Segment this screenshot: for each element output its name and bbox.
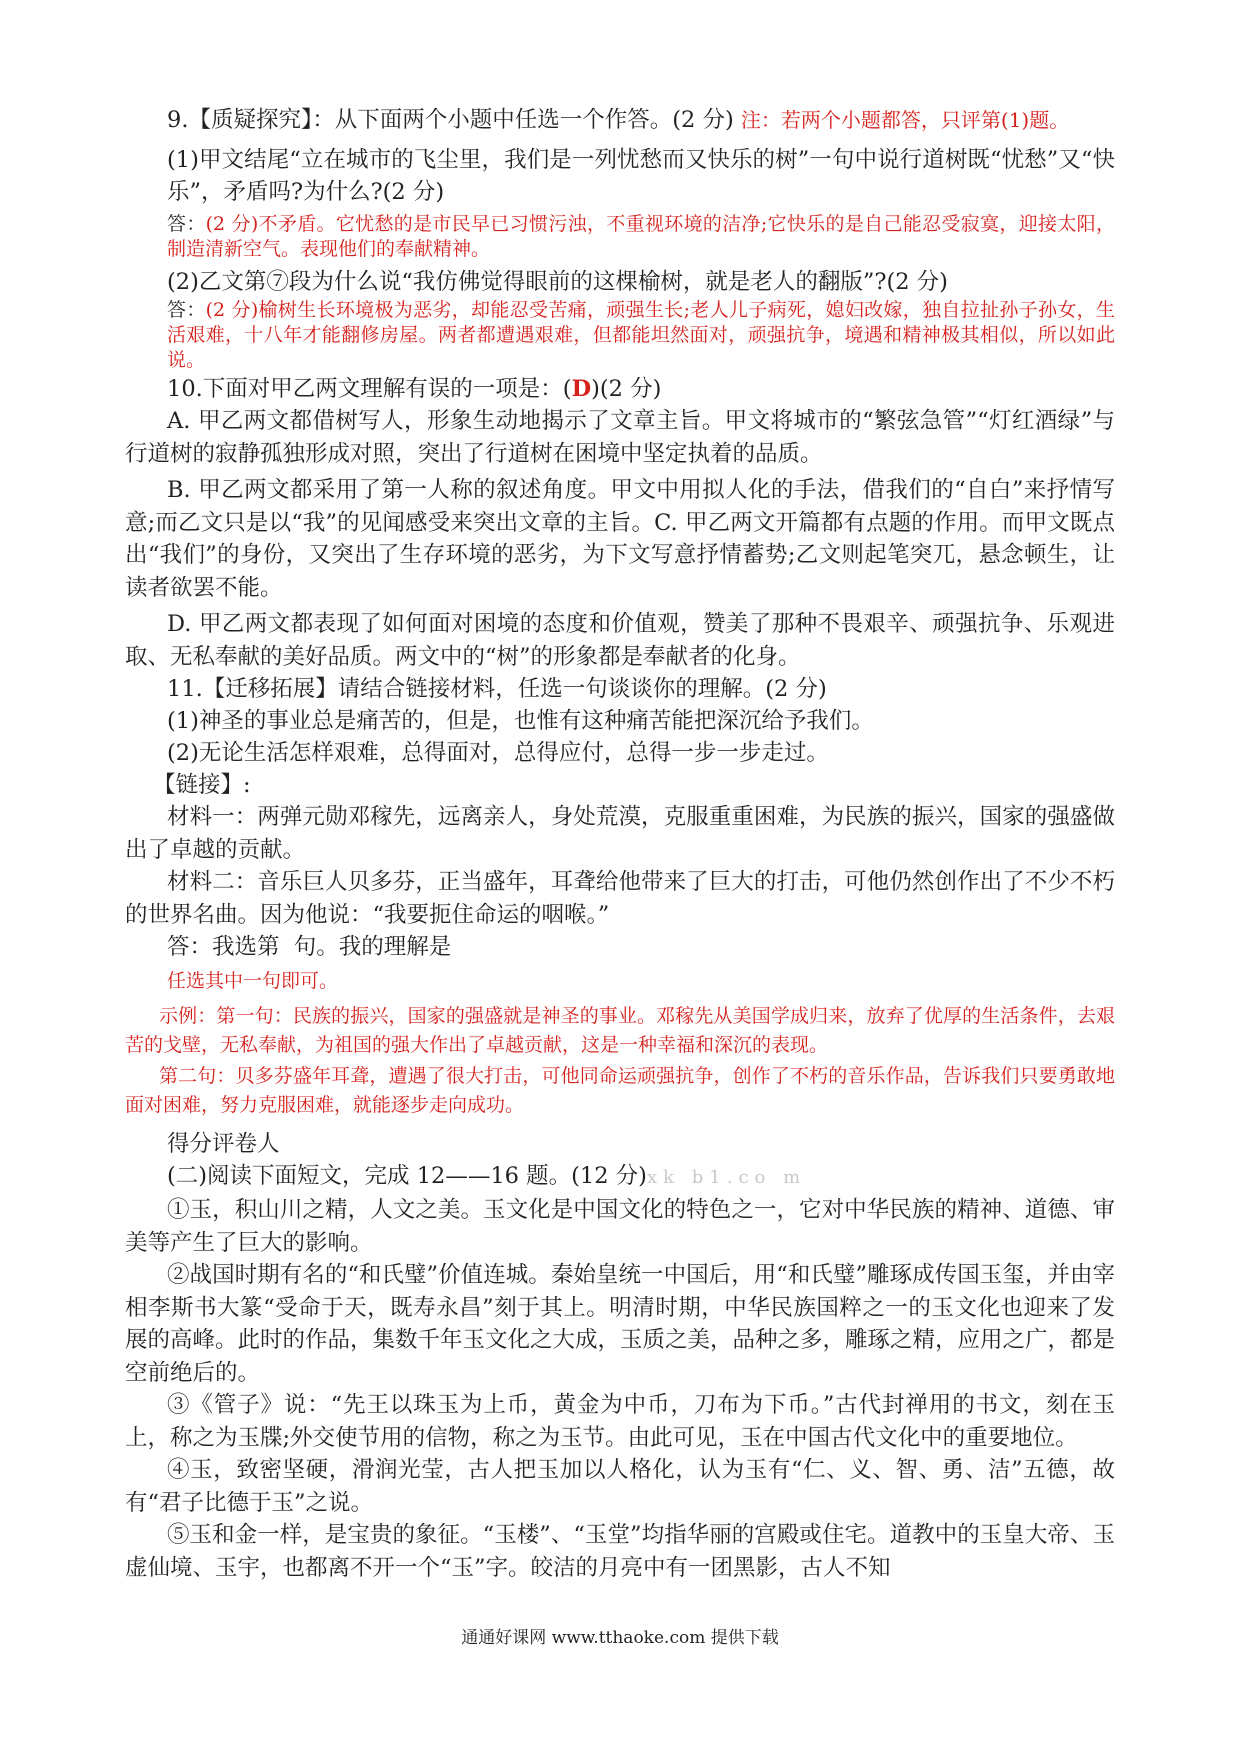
q9-sub1: (1)甲文结尾“立在城市的飞尘里，我们是一列忧愁而又快乐的树”一句中说行道树既“忧愁”又“快乐”，矛盾吗?为什么?(2 分) [167, 147, 1115, 205]
q9-title [125, 104, 1115, 136]
q11-answer-prompt: 答：我选第 句。我的理解是 [167, 934, 452, 960]
answer-label: 答： [167, 213, 206, 235]
q10-option-a: A. 甲乙两文都借树写人，形象生动地揭示了文章主旨。甲文将城市的“繁弦急管”“灯红酒绿”与行道树的寂静孤独形成对照，突出了行道树在困境中坚定执着的品质。 [125, 408, 1115, 467]
q11-material-2: 材料二：音乐巨人贝多芬，正当盛年，耳聋给他带来了巨大的打击，可他仍然创作出了不少不朽的世界名曲。因为他说：“我要扼住命运的咽喉。” [125, 869, 1115, 928]
q9-answer1-text: (2 分)不矛盾。它忧愁的是市民早已习惯污浊，不重视环境的洁净;它快乐的是自己能忍受寂寞，迎接太阳，制造清新空气。表现他们的奉献精神。 [167, 213, 1115, 260]
q9-answer2-text: (2 分)榆树生长环境极为恶劣，却能忍受苦痛，顽强生长;老人儿子病死，媳妇改嫁，独自拉扯孙子孙女，生活艰难，十八年才能翻修房屋。两者都遭遇艰难，但都能坦然面对，顽强抗争，境遇和精神极其相似，所以如此说。 [167, 299, 1115, 371]
article-paragraphs [125, 1194, 1115, 1584]
q11-answer-example-2: 第二句：贝多芬盛年耳聋，遭遇了很大打击，可他同命运顽强抗争，创作了不朽的音乐作品，告诉我们只要勇敢地面对困难，努力克服困难，就能逐步走向成功。 [125, 1065, 1115, 1116]
q10-option-bc: B. 甲乙两文都采用了第一人称的叙述角度。甲文中用拟人化的手法，借我们的“自白”来抒情写意;而乙文只是以“我”的见闻感受来突出文章的主旨。C. 甲乙两文开篇都有点题的作用。而甲文既点出“我们”的身份，又突出了生存环境的恶劣，为下文写意抒情蓄势;乙文则起笔突兀，悬念顿生，让读者欲罢不能。 [125, 477, 1115, 601]
page-footer: 通通好课网 www.tthaoke.com 提供下载 [461, 1628, 779, 1648]
q10-answer: D [571, 376, 592, 402]
article-paragraph: ①玉，积山川之精，人文之美。玉文化是中国文化的特色之一，它对中华民族的精神、道德、审美等产生了巨大的影响。 [125, 1197, 1115, 1256]
q9-title-text: 9.【质疑探究】：从下面两个小题中任选一个作答。(2 分) [167, 107, 734, 133]
section2-heading-text: (二)阅读下面短文，完成 12——16 题。(12 分) [167, 1163, 647, 1189]
q9-note: 注：若两个小题都答，只评第(1)题。 [740, 108, 1070, 132]
q9-sub2: (2)乙文第⑦段为什么说“我仿佛觉得眼前的这棵榆树，就是老人的翻版”?(2 分) [167, 269, 948, 295]
article-paragraph: ③《管子》说：“先王以珠玉为上币，黄金为中币，刀布为下币。”古代封禅用的书文，刻在玉上，称之为玉牒;外交使节用的信物，称之为玉节。由此可见，玉在中国古代文化中的重要地位。 [125, 1392, 1115, 1451]
article-paragraph: ⑤玉和金一样，是宝贵的象征。“玉楼”、“玉堂”均指华丽的宫殿或住宅。道教中的玉皇大帝、玉虚仙境、玉宇，也都离不开一个“玉”字。皎洁的月亮中有一团黑影，古人不知 [125, 1522, 1115, 1581]
article-paragraph: ②战国时期有名的“和氏璧”价值连城。秦始皇统一中国后，用“和氏璧”雕琢成传国玉玺，并由宰相李斯书大篆“受命于天，既寿永昌”刻于其上。明清时期，中华民族国粹之一的玉文化也迎来了发展的高峰。此时的作品，集数千年玉文化之大成，玉质之美，品种之多，雕琢之精，应用之广，都是空前绝后的。 [125, 1262, 1116, 1386]
q10-stem-text: 10.下面对甲乙两文理解有误的一项是：( [167, 376, 572, 402]
q9-answer2 [125, 298, 1115, 373]
q11-sentence-2: (2)无论生活怎样艰难，总得面对，总得应付，总得一步一步走过。 [167, 740, 829, 766]
document-page [125, 104, 1115, 1584]
q10-option-d: D. 甲乙两文都表现了如何面对困境的态度和价值观，赞美了那种不畏艰辛、顽强抗争、乐观进取、无私奉献的美好品质。两文中的“树”的形象都是奉献者的化身。 [125, 611, 1115, 670]
q11-answer-note: 任选其中一句即可。 [167, 970, 339, 992]
q11-link-heading: 【链接】: [153, 772, 251, 798]
q11-material-1: 材料一：两弹元勋邓稼先，远离亲人，身处荒漠，克服重重困难，为民族的振兴，国家的强盛做出了卓越的贡献。 [125, 804, 1115, 863]
section2-heading [125, 1160, 1115, 1194]
answer-label: 答： [167, 299, 206, 321]
article-paragraph: ④玉，致密坚硬，滑润光莹，古人把玉加以人格化，认为玉有“仁、义、智、勇、洁”五德，故有“君子比德于玉”之说。 [125, 1457, 1115, 1516]
watermark-text: xk b1.co m [646, 1167, 807, 1188]
q11-sentence-1: (1)神圣的事业总是痛苦的，但是，也惟有这种痛苦能把深沉给予我们。 [167, 708, 874, 734]
q11-title: 11.【迁移拓展】请结合链接材料，任选一句谈谈你的理解。(2 分) [167, 676, 827, 702]
q9-answer1 [125, 212, 1115, 262]
q10-stem [125, 373, 1115, 405]
q10-stem-points: )(2 分) [591, 376, 662, 402]
q11-answer-example-1: 示例：第一句：民族的振兴，国家的强盛就是神圣的事业。邓稼先从美国学成归来，放弃了优厚的生活条件，去艰苦的戈壁，无私奉献，为祖国的强大作出了卓越贡献，这是一种幸福和深沉的表现。 [125, 1005, 1115, 1056]
score-reviewer-label: 得分评卷人 [167, 1131, 280, 1157]
